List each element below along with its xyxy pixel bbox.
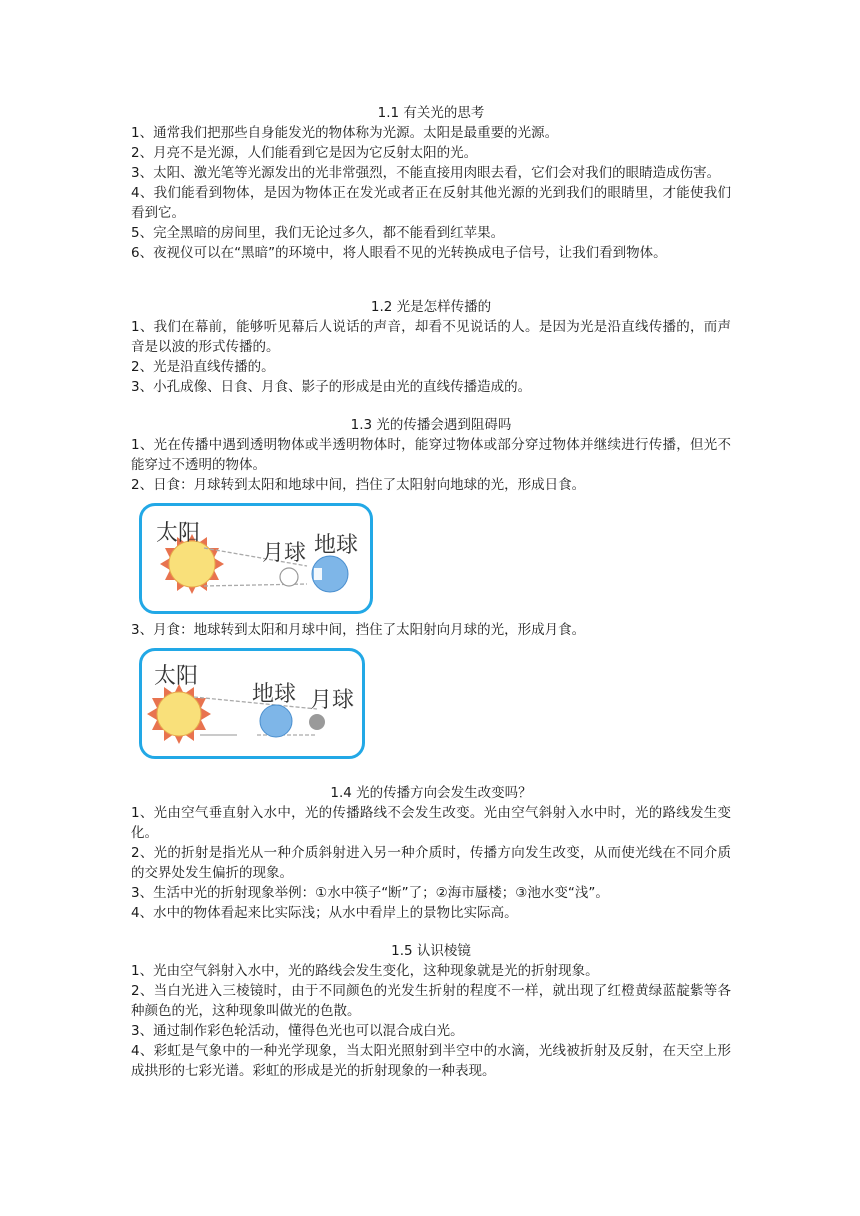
lunar-eclipse-diagram (139, 648, 365, 759)
moon-icon (309, 714, 325, 730)
paragraph: 2、当白光进入三棱镜时，由于不同颜色的光发生折射的程度不一样，就出现了红橙黄绿蓝靛紫等各种颜色的光，这种现象叫做光的色散。 (131, 983, 731, 1019)
paragraph: 1、光由空气斜射入水中，光的路线会发生变化，这种现象就是光的折射现象。 (131, 963, 599, 979)
label-sun: 太阳 (154, 664, 199, 689)
document-page (131, 103, 731, 1081)
paragraph: 3、太阳、激光笔等光源发出的光非常强烈，不能直接用肉眼去看，它们会对我们的眼睛造成伤害。 (131, 165, 721, 181)
paragraph: 4、水中的物体看起来比实际浅；从水中看岸上的景物比实际高。 (131, 905, 518, 921)
paragraph: 1、光在传播中遇到透明物体或半透明物体时，能穿过物体或部分穿过物体并继续进行传播，但光不能穿过不透明的物体。 (131, 437, 731, 473)
paragraph: 4、我们能看到物体，是因为物体正在发光或者正在反射其他光源的光到我们的眼睛里，才能使我们看到它。 (131, 185, 731, 221)
paragraph: 1、我们在幕前，能够听见幕后人说话的声音，却看不见说话的人。是因为光是沿直线传播的，而声音是以波的形式传播的。 (131, 319, 731, 355)
paragraph: 5、完全黑暗的房间里，我们无论过多久，都不能看到红苹果。 (131, 225, 505, 241)
paragraph: 2、光是沿直线传播的。 (131, 359, 275, 375)
section-title: 1.2 光是怎样传播的 (370, 299, 492, 315)
paragraph: 2、光的折射是指光从一种介质斜射进入另一种介质时，传播方向发生改变，从而使光线在不同介质的交界处发生偏折的现象。 (131, 845, 731, 881)
section-title: 1.3 光的传播会遇到阻碍吗 (350, 417, 512, 433)
paragraph: 3、月食：地球转到太阳和月球中间，挡住了太阳射向月球的光，形成月食。 (131, 622, 586, 638)
section-title: 1.5 认识棱镜 (391, 943, 471, 959)
moon-icon (280, 568, 298, 586)
paragraph: 1、光由空气垂直射入水中，光的传播路线不会发生改变。光由空气斜射入水中时，光的路线发生变化。 (131, 805, 731, 841)
paragraph: 4、彩虹是气象中的一种光学现象，当太阳光照射到半空中的水滴，光线被折射及反射，在天空上形成拱形的七彩光谱。彩虹的形成是光的折射现象的一种表现。 (131, 1043, 731, 1079)
paragraph: 6、夜视仪可以在“黑暗”的环境中，将人眼看不见的光转换成电子信号，让我们看到物体。 (131, 245, 667, 261)
paragraph: 2、日食：月球转到太阳和地球中间，挡住了太阳射向地球的光，形成日食。 (131, 477, 586, 493)
label-earth: 地球 (314, 533, 359, 558)
label-moon: 月球 (310, 688, 355, 713)
paragraph: 3、通过制作彩色轮活动，懂得色光也可以混合成白光。 (131, 1023, 464, 1039)
earth-icon (260, 705, 292, 737)
label-moon: 月球 (262, 541, 307, 566)
paragraph: 3、生活中光的折射现象举例：①水中筷子“断”了；②海市蜃楼；③池水变“浅”。 (131, 885, 609, 901)
label-sun: 太阳 (156, 521, 201, 546)
section-title: 1.4 光的传播方向会发生改变吗？ (330, 785, 532, 801)
label-earth: 地球 (252, 682, 297, 707)
solar-eclipse-diagram (139, 503, 373, 614)
paragraph: 2、月亮不是光源，人们能看到它是因为它反射太阳的光。 (131, 145, 478, 161)
paragraph: 3、小孔成像、日食、月食、影子的形成是由光的直线传播造成的。 (131, 379, 532, 395)
section-title: 1.1 有关光的思考 (377, 105, 485, 121)
paragraph: 1、通常我们把那些自身能发光的物体称为光源。太阳是最重要的光源。 (131, 125, 559, 141)
